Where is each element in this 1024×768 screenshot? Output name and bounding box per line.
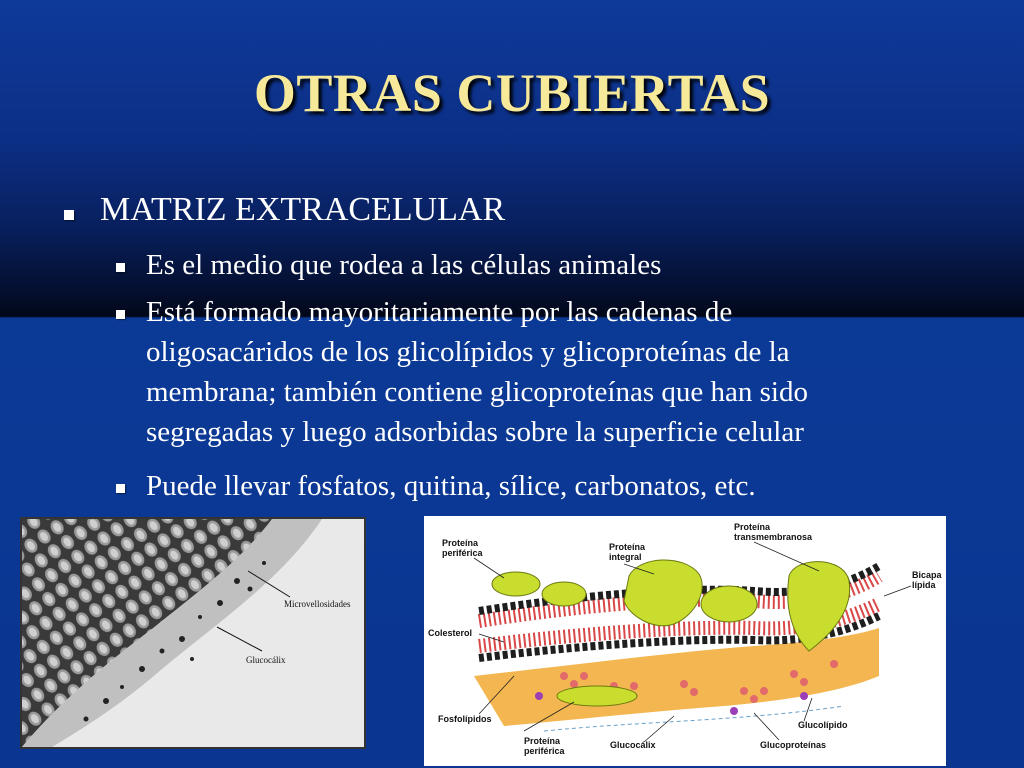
label-glycocalyx: Glucocálix xyxy=(610,740,656,750)
label-peripheral-bottom-1: Proteína xyxy=(524,736,561,746)
label-bilayer-2: lípida xyxy=(912,580,936,590)
label-glycolipid: Glucolípido xyxy=(798,720,848,730)
bullet-marker xyxy=(64,210,74,220)
label-transmembrane-1: Proteína xyxy=(734,522,771,532)
sub-bullet-1 xyxy=(146,245,956,285)
label-peripheral-top-2: periférica xyxy=(442,548,483,558)
label-peripheral-top-1: Proteína xyxy=(442,538,479,548)
sub-bullet-line: membrana; también contiene glicoproteínas que han sido xyxy=(146,376,808,408)
micrograph-image xyxy=(20,517,366,749)
label-integral-2: integral xyxy=(609,552,642,562)
sub-bullet-2 xyxy=(146,292,956,452)
sub-bullet-line: Está formado mayoritariamente por las cadenas de xyxy=(146,296,733,328)
bullet-main: MATRIZ EXTRACELULAR xyxy=(100,191,506,228)
sub-bullet-3 xyxy=(146,466,956,506)
sub-bullet-line: segregadas y luego adsorbidas sobre la superficie celular xyxy=(146,416,804,448)
bullet-marker xyxy=(116,310,125,319)
sub-bullet-line: Puede llevar fosfatos, quitina, sílice, carbonatos, etc. xyxy=(146,470,756,502)
micrograph-drawing xyxy=(22,519,364,747)
bullet-marker xyxy=(116,484,125,493)
membrane-drawing xyxy=(424,516,946,766)
membrane-diagram xyxy=(424,516,946,766)
label-transmembrane-2: transmembranosa xyxy=(734,532,813,542)
label-glycoproteins: Glucoproteínas xyxy=(760,740,827,750)
label-integral-1: Proteína xyxy=(609,542,646,552)
label-cholesterol: Colesterol xyxy=(428,628,473,638)
label-bilayer-1: Bicapa xyxy=(912,570,942,580)
slide-title: OTRAS CUBIERTAS xyxy=(253,63,771,123)
bullet-marker xyxy=(116,263,125,272)
sub-bullet-line: oligosacáridos de los glicolípidos y glicoproteínas de la xyxy=(146,336,790,368)
label-peripheral-bottom-2: periférica xyxy=(524,746,565,756)
glycocalyx-label: Glucocálix xyxy=(246,655,286,665)
label-phospholipids: Fosfolípidos xyxy=(438,714,492,724)
microvilli-label: Microvellosidades xyxy=(284,599,351,609)
sub-bullet-line: Es el medio que rodea a las células animales xyxy=(146,249,662,281)
